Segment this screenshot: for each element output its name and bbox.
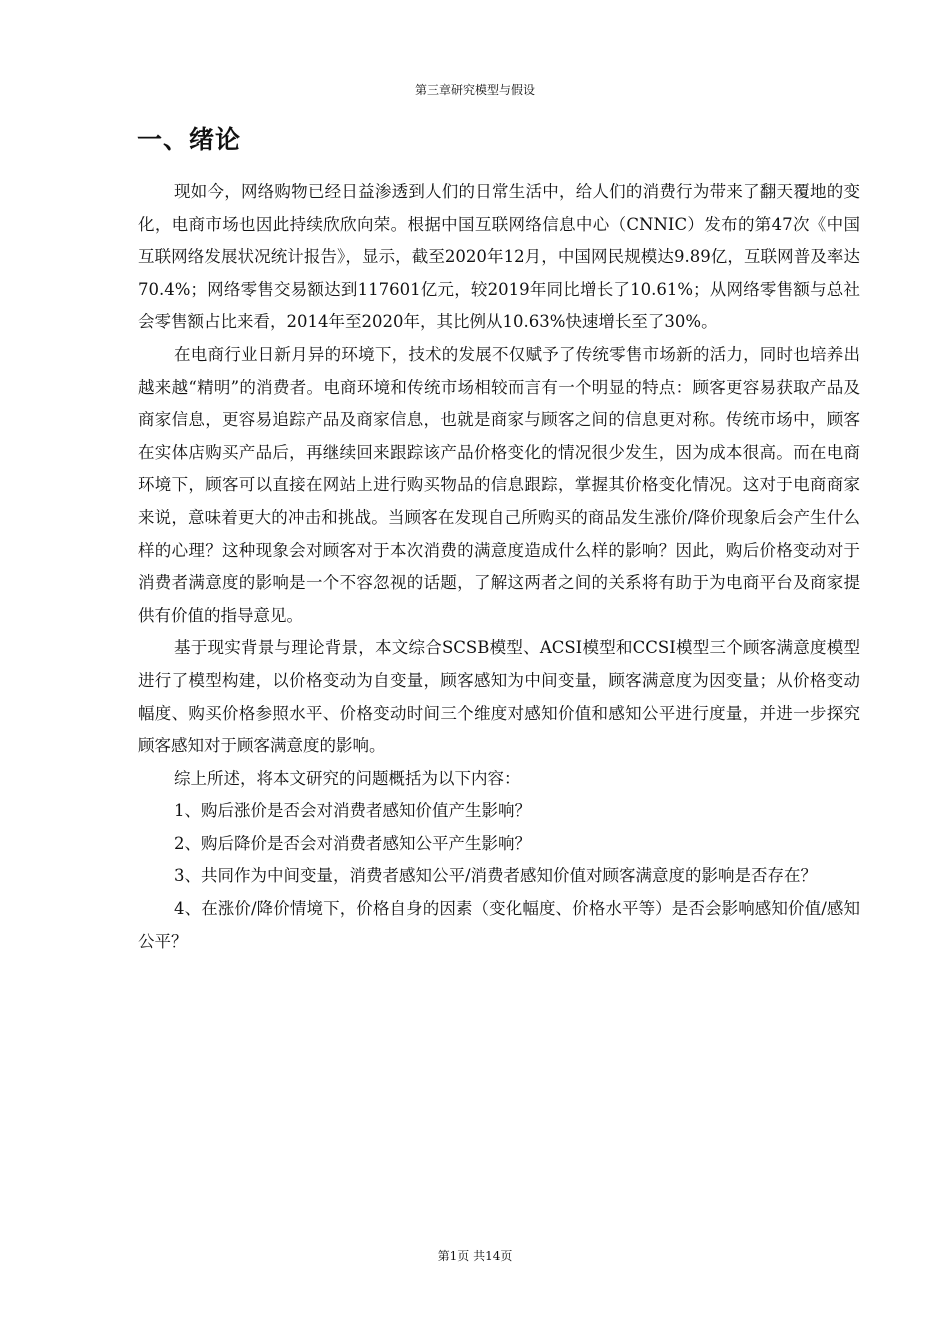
page-number-footer: 第1页 共14页: [437, 1249, 513, 1263]
body-text: [138, 176, 860, 958]
research-question-4: 4、在涨价/降价情境下，价格自身的因素（变化幅度、价格水平等）是否会影响感知价值/感知公平？: [138, 899, 860, 951]
paragraph-model-construction: 基于现实背景与理论背景，本文综合SCSB模型、ACSI模型和CCSI模型三个顾客满意度模型进行了模型构建，以价格变动为自变量，顾客感知为中间变量，顾客满意度为因变量；从价格变动幅度、购买价格参照水平、价格变动时间三个维度对感知价值和感知公平进行度量，并进一步探究顾客感知对于顾客满意度的影响。: [138, 638, 860, 756]
research-question-3: 3、共同作为中间变量，消费者感知公平/消费者感知价值对顾客满意度的影响是否存在？: [174, 866, 818, 886]
research-question-1: 1、购后涨价是否会对消费者感知价值产生影响？: [174, 801, 531, 821]
research-question-2: 2、购后降价是否会对消费者感知公平产生影响？: [174, 833, 531, 853]
section-heading: 一、绪论: [137, 125, 242, 154]
paragraph-ecommerce-environment: 在电商行业日新月异的环境下，技术的发展不仅赋予了传统零售市场新的活力，同时也培养出越来越“精明”的消费者。电商环境和传统市场相较而言有一个明显的特点：顾客更容易获取产品及商家信息，更容易追踪产品及商家信息，也就是商家与顾客之间的信息更对称。传统市场中，顾客在实体店购买产品后，再继续回来跟踪该产品价格变化的情况很少发生，因为成本很高。而在电商环境下，顾客可以直接在网站上进行购买物品的信息跟踪，掌握其价格变化情况。这对于电商商家来说，意味着更大的冲击和挑战。当顾客在发现自己所购买的商品发生涨价/降价现象后会产生什么样的心理？这种现象会对顾客对于本次消费的满意度造成什么样的影响？因此，购后价格变动对于消费者满意度的影响是一个不容忽视的话题，了解这两者之间的关系将有助于为电商平台及商家提供有价值的指导意见。: [138, 344, 860, 625]
paragraph-background: 现如今，网络购物已经日益渗透到人们的日常生活中，给人们的消费行为带来了翻天覆地的变化，电商市场也因此持续欣欣向荣。根据中国互联网络信息中心（CNNIC）发布的第47次《中国互联网络发展状况统计报告》，显示，截至2020年12月，中国网民规模达9.89亿，互联网普及率达70.4%；网络零售交易额达到117601亿元，较2019年同比增长了10.61%；从网络零售额与总社会零售额占比来看，2014年至2020年，其比例从10.63%快速增长至了30%。: [138, 182, 860, 332]
paragraph-summary-intro: 综上所述，将本文研究的问题概括为以下内容：: [174, 768, 521, 788]
running-header: 第三章研究模型与假设: [414, 83, 535, 97]
